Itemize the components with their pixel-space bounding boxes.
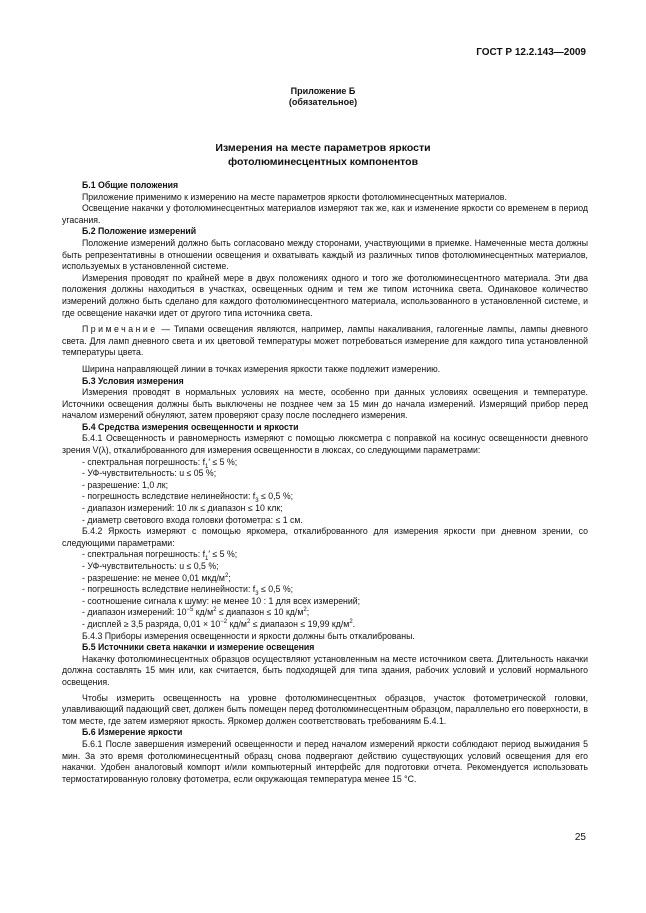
- page-number: 25: [574, 832, 586, 843]
- appendix-heading: [0, 86, 646, 108]
- paragraph-b61: Б.6.1 После завершения измерений освещенности и перед началом измерений яркости соблюдают период выжидания 5 мин. За это время фотолюминесцентный образц снова подвергают действию существующих условий освещения для его накачки. Удобен аналоговый компорт и/или компьютерный интерфейс для подготовки отчета. Рекомендуется использовать термостатированную головку фотометра, если окружающая температура менее 15 °С.: [62, 738, 588, 784]
- list-item: - погрешность вследствие нелинейности: $f_3 \le 0,5$ %;: [82, 584, 294, 597]
- list-item: - дисплей ≥ 3,5 разряда, $0,01 \times 10^{-2}$ $кд/м^2$ ≤ диапазон ≤ 19,99 $кд/м^2$.: [82, 618, 356, 629]
- list-item: - разрешение: не менее 0,01 мкд/$м^2$;: [82, 572, 231, 583]
- paragraph-b41: Б.4.1 Освещенность и равномерность измеряют с помощью люксметра с поправкой на косинус освещенности дневного зрения V(λ), откалиброванного для измерения освещенности в люксах, со следующими параметрами:: [62, 433, 588, 456]
- paragraph: Освещение накачки у фотолюминесцентных материалов измеряют так же, как и изменение яркости со временем в период угасания.: [62, 203, 588, 225]
- list-item: - разрешение: 1,0 лк;: [82, 479, 169, 490]
- paragraph: Измерения проводят по крайней мере в двух положениях одного и того же фотолюминесцентного материала. Эти два положения должны находиться в участках, освещенных одним и тем же типом источника света. Одинаковое количество измерений должно быть сделано для каждого фотолюминесцентного материала, использованного в установленной системе, и где освещение накачки идет от другого типа источника света.: [62, 272, 588, 318]
- list-item: - соотношение сигнала к шуму: не менее 10 : 1 для всех измерений;: [82, 595, 361, 606]
- section-heading-b2: Б.2 Положение измерений: [82, 226, 197, 237]
- section-heading-b5: Б.5 Источники света накачки и измерение освещения: [82, 642, 315, 653]
- body-text: [62, 180, 588, 785]
- paragraph-b42: Б.4.2 Яркость измеряют с помощью яркомера, откалиброванного для измерения яркости при дневном зрении, со следующими параметрами:: [62, 526, 588, 548]
- note: [62, 324, 588, 359]
- paragraph: Положение измерений должно быть согласовано между сторонами, участвующими в приемке. Намеченные места должны быть репрезентативны в отношении освещения и охватывать каждый из различных типов фотолюминесцентных материалов, используемых в установленной системе.: [62, 237, 588, 272]
- list-item: - спектральная погрешность: $f_1' \le 5$ %;: [82, 456, 238, 470]
- section-heading-b4: Б.4 Средства измерения освещенности и яркости: [82, 421, 299, 432]
- paragraph: Приложение применимо к измерению на месте параметров яркости фотолюминесцентных материалов.: [82, 191, 507, 202]
- list-item: - диапазон измерений: 10 лк ≤ диапазон ≤ 10 клк;: [82, 503, 283, 514]
- note-label: Примечание: [82, 324, 158, 335]
- title-line-1: Измерения на месте параметров яркости: [215, 142, 431, 154]
- list-item: - УФ-чувствительность: u ≤ 05 %;: [82, 468, 217, 479]
- list-item: - погрешность вследствие нелинейности: $f_3 \le 0,5$ %;: [82, 491, 294, 505]
- list-item: - диаметр светового входа головки фотометра: ≤ 1 см.: [82, 514, 303, 525]
- formula-v-lambda: V(λ): [92, 445, 109, 456]
- section-heading-b6: Б.6 Измерение яркости: [82, 727, 183, 738]
- paragraph: Накачку фотолюминесцентных образцов осуществляют установленным на месте источником света. Длительность накачки должна составлять 15 мин или, как считается, быть подходящей для типа здания, рабочих условий и условий нормального освещения.: [62, 653, 588, 687]
- paragraph-b43: Б.4.3 Приборы измерения освещенности и яркости должны быть откалиброваны.: [82, 630, 415, 641]
- section-heading-b3: Б.3 Условия измерения: [82, 375, 184, 386]
- appendix-status: (обязательное): [288, 97, 358, 107]
- standard-number: ГОСТ Р 12.2.143—2009: [476, 47, 586, 58]
- paragraph: Чтобы измерить освещенность на уровне фотолюминесцентных образцов, участок фотометрической головки, улавливающий падающий свет, должен быть помещен перед фотолюминесцентным образцом, параллельно его поверхности, в том месте, где затем измеряют яркость. Яркомер должен соответствовать требованиям Б.4.1.: [62, 692, 588, 726]
- appendix-title: Приложение Б: [290, 86, 356, 96]
- paragraph: Измерения проводят в нормальных условиях на месте, особенно при данных условиях освещения и температуре. Источники освещения должны быть выключены не позднее чем за 15 мин до начала измерений. Измерящий прибор перед началом измерений обнуляют, затем проверяют сразу после последнего измерения.: [62, 387, 588, 421]
- paragraph: Ширина направляющей линии в точках измерения яркости также подлежит измерению.: [82, 363, 441, 374]
- note-text: — Типами освещения являются, например, лампы накаливания, галогенные лампы, лампы дневного света. Для ламп дневного света и их цветовой температуры может потребоваться измерение для каждого типа установленной температуры цвета.: [62, 324, 588, 358]
- list-item: - диапазон измерений: $10^{-5}$ $кд/м^2$ ≤ диапазон ≤ 10 $кд/м^2$;: [82, 607, 310, 618]
- list-item: - спектральная погрешность: $f_1' \le 5$ %;: [82, 549, 238, 563]
- document-title: [0, 141, 646, 169]
- title-line-2: фотолюминесцентных компонентов: [227, 156, 419, 168]
- section-heading-b1: Б.1 Общие положения: [82, 180, 179, 190]
- list-item: - УФ-чувствительность: u ≤ 0,5 %;: [82, 561, 219, 571]
